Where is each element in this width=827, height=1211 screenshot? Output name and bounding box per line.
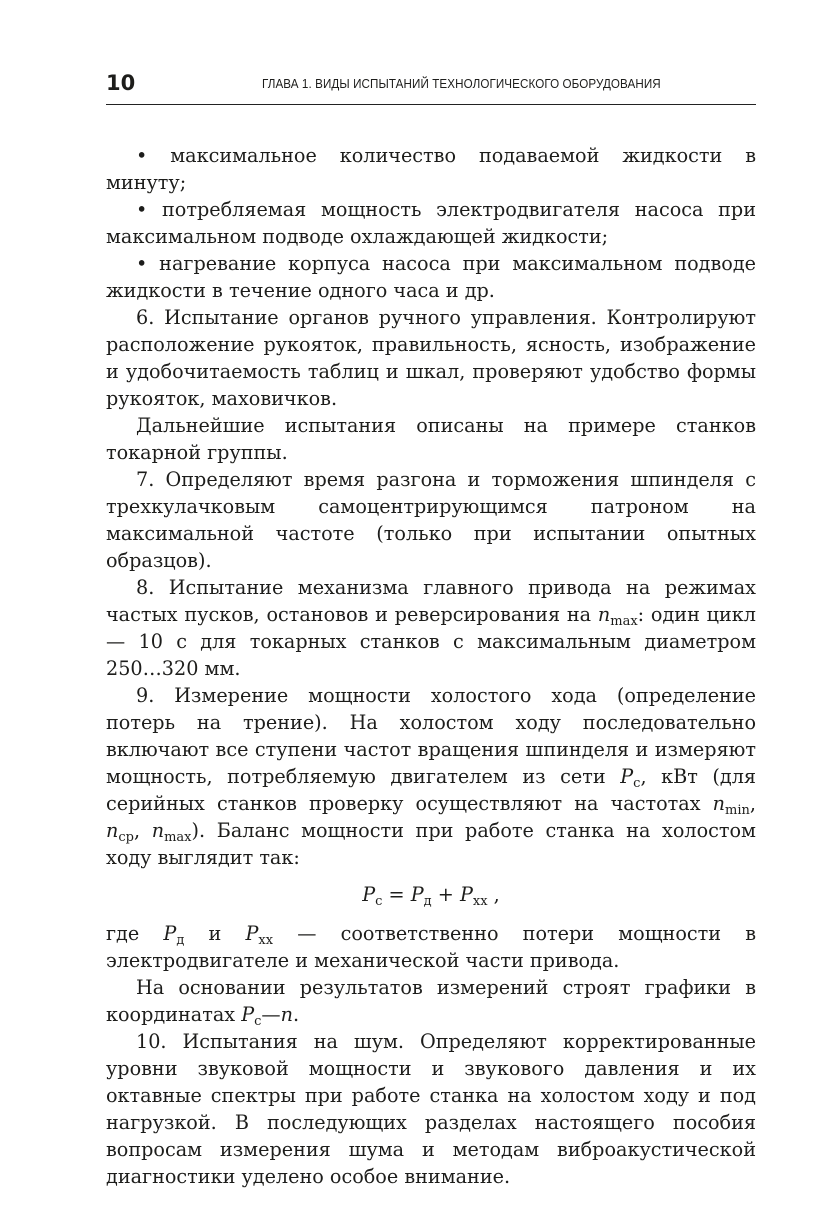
- paragraph-6: 6. Испытание органов ручного управления. Контролируют расположение рукояток, правильность, ясность, изображение и удобочитаемость таблиц и шкал, проверяют удобство формы рукояток, маховичков.: [106, 306, 756, 410]
- paragraph-8: 8. Испытание механизма главного привода на режимах частых пусков, остановов и реверсирования на $n_{max}$: один цикл — 10 с для токарных станков с максимальным диаметром 250…320 мм.: [106, 576, 756, 680]
- paragraph-graphs: На основании результатов измерений строят графики в координатах $P_c—n$.: [106, 976, 756, 1029]
- power-balance-formula: $P_с = P_д + P_{хх}$ ,: [362, 883, 500, 909]
- bullet-item: • максимальное количество подаваемой жидкости в минуту;: [106, 144, 756, 194]
- paragraph-further-tests: Дальнейшие испытания описаны на примере станков токарной группы.: [106, 414, 756, 464]
- paragraph-7: 7. Определяют время разгона и торможения шпинделя с трехкулачковым самоцентрирующимся патроном на максимальной частоте (только при испытании опытных образцов).: [106, 468, 756, 572]
- bullet-item: • нагревание корпуса насоса при максимальном подводе жидкости в течение одного часа и др.: [106, 252, 756, 302]
- running-title: ГЛАВА 1. ВИДЫ ИСПЫТАНИЙ ТЕХНОЛОГИЧЕСКОГО ОБОРУДОВАНИЯ: [262, 77, 661, 91]
- body-text: [106, 142, 756, 1190]
- page-number: 10: [106, 71, 136, 95]
- paragraph-10: 10. Испытания на шум. Определяют корректированные уровни звуковой мощности и звукового давления и их октавные спектры при работе станка на холостом ходу и под нагрузкой. В последующих разделах настоящего пособия вопросам измерения шума и методам виброакустической диагностики уделено особое внимание.: [106, 1030, 756, 1188]
- formula-explanation: где $P_д$ и $P_{хх}$ — соответственно потери мощности в электродвигателе и механической части привода.: [106, 922, 756, 972]
- bullet-item: • потребляемая мощность электродвигателя насоса при максимальном подводе охлаждающей жидкости;: [106, 198, 756, 248]
- paragraph-9: 9. Измерение мощности холостого хода (определение потерь на трение). На холостом ходу последовательно включают все ступени частот вращения шпинделя и измеряют мощность, потребляемую двигателем из сети $P_c$, кВт (для серийных станков проверку осуществляют на частотах $n_{min}$, $n_{ср}$, $n_{max}$). Баланс мощности при работе станка на холостом ходу выглядит так:: [106, 684, 756, 869]
- page-header: [106, 70, 756, 105]
